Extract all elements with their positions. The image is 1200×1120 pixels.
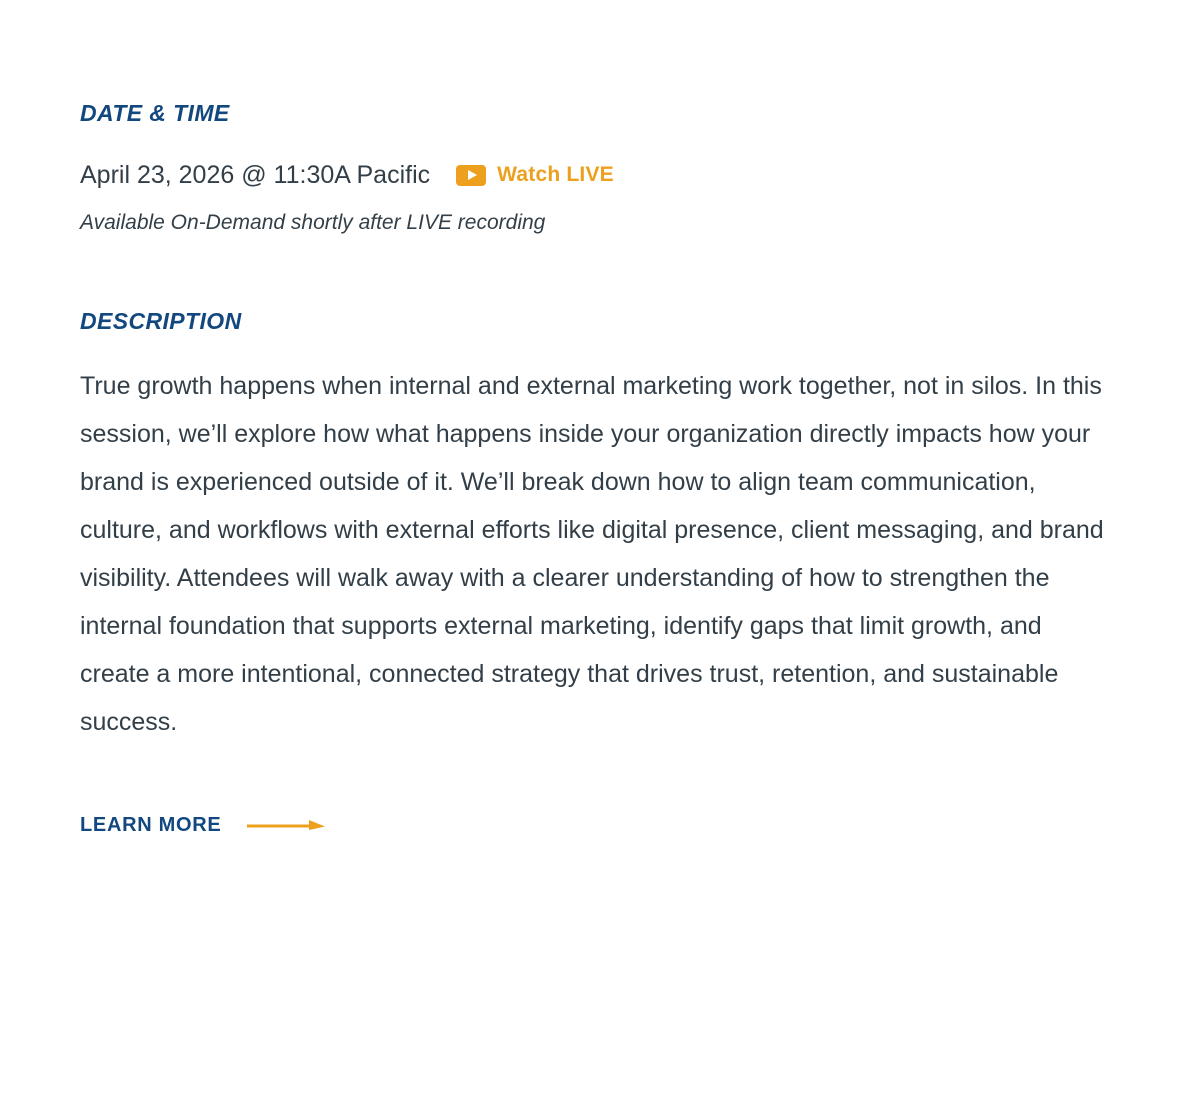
description-body: True growth happens when internal and external marketing work together, not in silos. In this session, we’ll explore how what happens inside your organization directly impacts how your brand is experienced outside of it. We’ll break down how to align team communication, culture, and workflows with external efforts like digital presence, client messaging, and brand visibility. Attendees will walk away with a clearer understanding of how to strengthen the internal foundation that supports external marketing, identify gaps that limit growth, and create a more intentional, connected strategy that drives trust, retention, and sustainable success.	[80, 371, 1104, 736]
description-section	[80, 308, 1120, 746]
event-date-text: April 23, 2026 @ 11:30A Pacific	[80, 160, 431, 189]
date-time-row	[80, 160, 1120, 191]
play-icon	[456, 165, 486, 186]
date-time-section	[80, 100, 1120, 236]
watch-live-label: Watch LIVE	[497, 163, 614, 187]
learn-more-link[interactable]	[80, 814, 1120, 837]
learn-more-label: LEARN MORE	[80, 813, 222, 836]
date-time-heading: DATE & TIME	[80, 100, 230, 126]
arrow-right-icon	[247, 817, 325, 833]
on-demand-note: Available On-Demand shortly after LIVE recording	[80, 210, 546, 234]
description-heading: DESCRIPTION	[80, 308, 242, 335]
watch-live-link[interactable]	[456, 163, 614, 187]
